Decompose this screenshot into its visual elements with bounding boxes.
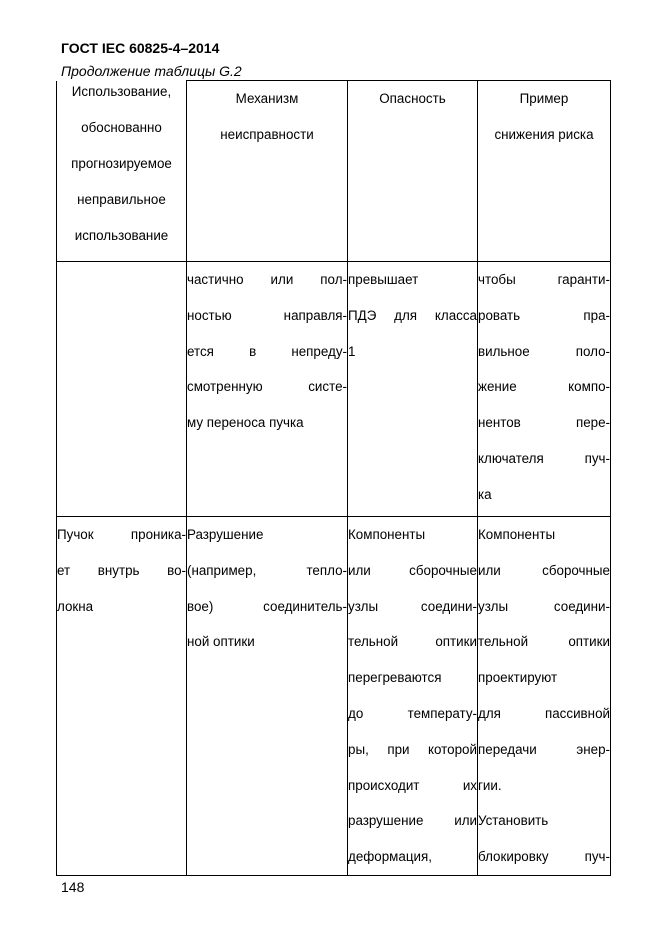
cell-risk-reduction — [478, 262, 611, 517]
cell-line: смотренную систе- — [187, 379, 347, 395]
cell-line: вое) соединитель- — [187, 598, 347, 614]
cell-line: нентов пере- — [478, 415, 610, 431]
header-failure-mechanism — [187, 81, 348, 262]
header-line: Опасность — [379, 91, 446, 106]
cell-line: проектируют — [478, 670, 558, 686]
header-line: прогнозируемое — [71, 155, 172, 171]
hazard-table — [56, 80, 611, 876]
header-use — [57, 81, 187, 262]
cell-hazard — [348, 262, 478, 517]
cell-line: ключателя пуч- — [478, 450, 610, 466]
table-row — [57, 517, 611, 876]
header-line: обоснованно — [81, 119, 162, 135]
cell-line: Разрушение — [187, 527, 264, 542]
cell-line: (например, тепло- — [187, 562, 347, 578]
table-row — [57, 262, 611, 517]
cell-line: тельной оптики — [478, 634, 610, 650]
cell-line: ет внутрь во- — [57, 562, 186, 578]
cell-line: ровать пра- — [478, 307, 610, 323]
cell-line: ной оптики — [187, 634, 255, 650]
header-line: Пример — [519, 91, 569, 106]
table-header-row — [57, 81, 611, 262]
cell-failure-mechanism — [187, 262, 348, 517]
cell-line: узлы соедини- — [478, 598, 610, 614]
cell-line: локна — [57, 598, 94, 614]
cell-line: вильное поло- — [478, 343, 610, 359]
cell-line: передачи энер- — [478, 741, 610, 757]
cell-line: Установить — [478, 813, 549, 829]
cell-line: ка — [478, 486, 492, 502]
standard-title: ГОСТ IEC 60825-4–2014 — [61, 40, 220, 56]
header-line: неисправности — [220, 127, 314, 142]
header-line: неправильное — [77, 191, 166, 207]
cell-line: для пассивной — [478, 705, 610, 721]
header-line: Использование, — [71, 83, 172, 99]
cell-line: тельной оптики — [348, 634, 477, 650]
cell-use — [57, 517, 187, 876]
cell-line: перегреваются — [348, 670, 442, 686]
cell-line: Пучок проника- — [57, 527, 186, 542]
header-risk-reduction — [478, 81, 611, 262]
header-line: Механизм — [235, 91, 299, 106]
cell-line: гии. — [478, 777, 502, 793]
cell-line: му переноса пучка — [187, 415, 304, 431]
cell-line: до температу- — [348, 705, 477, 721]
header-line: снижения риска — [494, 127, 594, 142]
cell-failure-mechanism — [187, 517, 348, 876]
cell-line: разрушение или — [348, 813, 477, 829]
cell-line: ется в непреду- — [187, 343, 347, 359]
cell-line: или сборочные — [478, 562, 610, 578]
cell-line: ПДЭ для класса — [348, 307, 477, 323]
cell-line: жение компо- — [478, 379, 610, 395]
cell-line: ностью направля- — [187, 307, 347, 323]
cell-line: или сборочные — [348, 562, 477, 578]
page-number: 148 — [61, 879, 85, 895]
cell-line: частично или пол- — [187, 272, 347, 287]
cell-line: Компоненты — [348, 527, 426, 542]
cell-line: деформация, — [348, 849, 432, 865]
table-continuation-caption: Продолжение таблицы G.2 — [61, 63, 242, 79]
cell-line: узлы соедини- — [348, 598, 477, 614]
cell-line: происходит их — [348, 777, 477, 793]
cell-risk-reduction — [478, 517, 611, 876]
cell-line: Компоненты — [478, 527, 556, 542]
cell-line: превышает — [348, 272, 419, 287]
header-line: использование — [74, 227, 169, 243]
cell-line: 1 — [348, 343, 356, 359]
cell-hazard — [348, 517, 478, 876]
cell-use — [57, 262, 187, 517]
cell-line: чтобы гаранти- — [478, 272, 610, 287]
cell-line: блокировку пуч- — [478, 849, 610, 865]
cell-line: ры, при которой — [348, 741, 477, 757]
header-hazard — [348, 81, 478, 262]
